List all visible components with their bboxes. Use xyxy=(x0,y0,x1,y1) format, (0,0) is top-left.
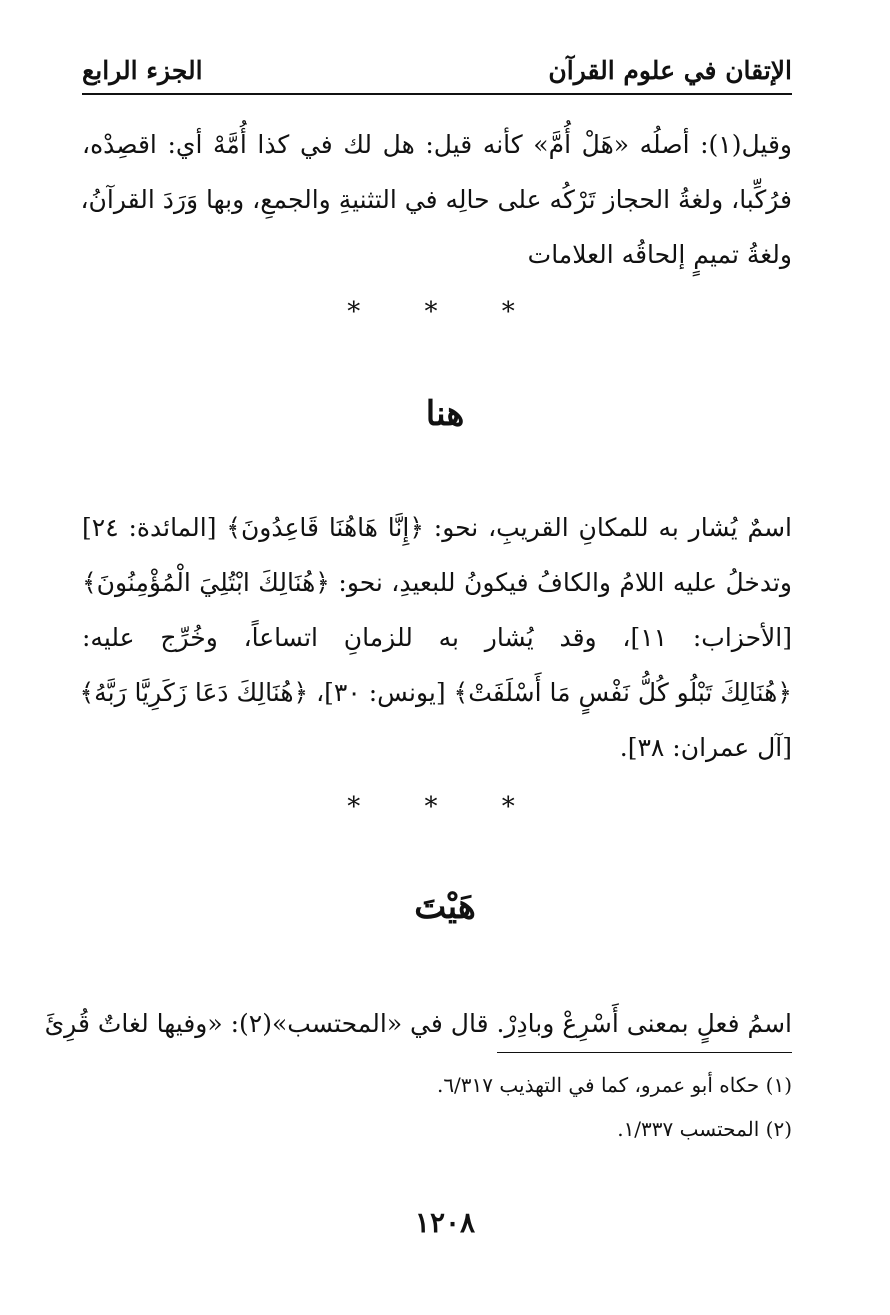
page-number: ١٢٠٨ xyxy=(414,1206,476,1239)
section-separator: * * * xyxy=(347,792,543,822)
text-line: [الأحزاب: ١١]، وقد يُشار به للزمانِ اتساعاً، وخُرِّج عليه: xyxy=(82,623,792,652)
running-header xyxy=(82,44,792,94)
book-title: الإتقان في علوم القرآن xyxy=(548,56,792,85)
text-line: ولغةُ تميمٍ إلحاقُه العلامات xyxy=(527,240,792,269)
footnote-2: (٢) المحتسب ١/٣٣٧. xyxy=(617,1117,792,1141)
section-separator: * * * xyxy=(347,297,543,327)
text-line: فرُكِّبا، ولغةُ الحجاز تَرْكُه على حالِه في التثنيةِ والجمعِ، وبها وَرَدَ القرآنُ، xyxy=(80,185,792,214)
paragraph-huna xyxy=(79,500,792,775)
text-line: [آل عمران: ٣٨]. xyxy=(619,733,792,762)
text-line: وتدخلُ عليه اللامُ والكافُ فيكونُ للبعيدِ، نحو: ﴿هُنَالِكَ ابْتُلِيَ الْمُؤْمِنُونَ﴾ xyxy=(82,568,792,597)
part-label: الجزء الرابع xyxy=(82,56,203,85)
footnote-1: (١) حكاه أبو عمرو، كما في التهذيب ٦/٣١٧. xyxy=(436,1073,792,1097)
header-rule xyxy=(82,93,792,95)
entry-heading-huna: هنا xyxy=(425,394,465,434)
entry-heading-hayta: هَيْتَ xyxy=(414,887,476,927)
text-line: اسمُ فعلٍ بمعنى أَسْرِعْ وبادِرْ. قال في «المحتسب»(٢): «وفيها لغاتٌ قُرِئَ xyxy=(44,1009,792,1038)
footnote-rule xyxy=(497,1052,792,1053)
paragraph-hayta xyxy=(44,996,792,1051)
text-line: ﴿هُنَالِكَ تَبْلُو كُلُّ نَفْسٍ مَا أَسْلَفَتْ﴾ [يونس: ٣٠]، ﴿هُنَالِكَ دَعَا زَكَرِيَّا رَبَّهُ﴾ xyxy=(79,678,792,707)
text-line: اسمٌ يُشار به للمكانِ القريبِ، نحو: ﴿إِنَّا هَاهُنَا قَاعِدُونَ﴾ [المائدة: ٢٤] xyxy=(82,513,792,542)
paragraph-hal-umm xyxy=(82,117,792,282)
text-line: وقيل(١): أصلُه «هَلْ أُمَّ» كأنه قيل: هل لك في كذا أُمَّهْ أي: اقصِدْه، xyxy=(82,130,792,159)
